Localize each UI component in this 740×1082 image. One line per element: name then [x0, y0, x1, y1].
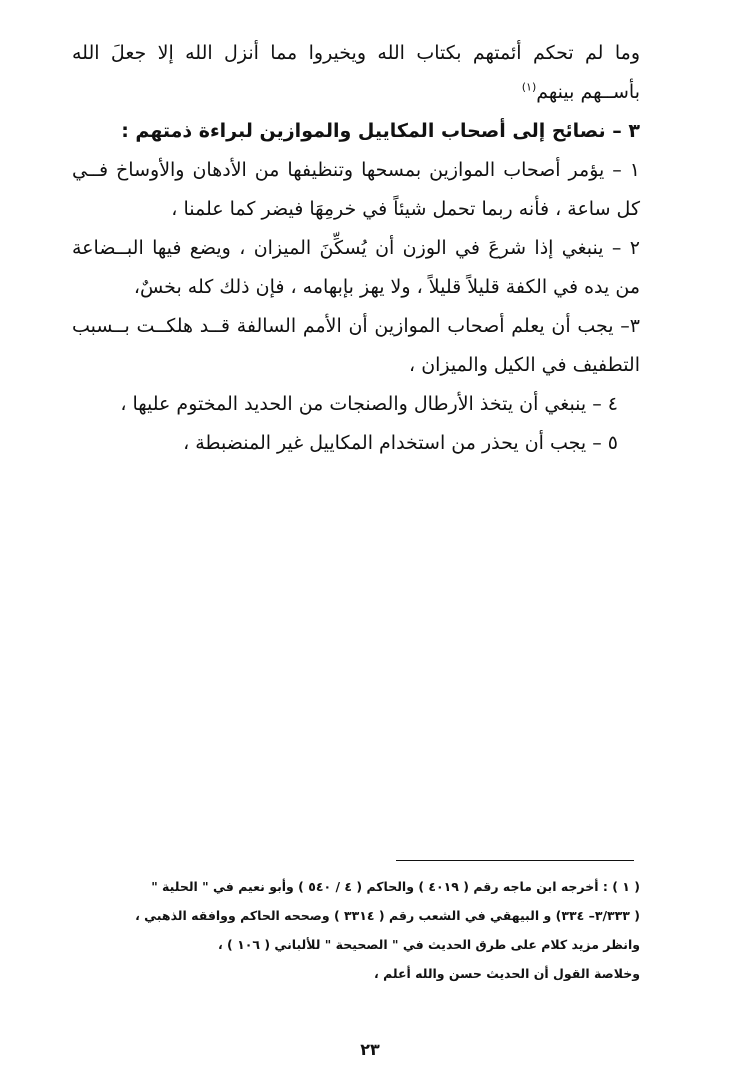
- intro-paragraph: [72, 34, 640, 112]
- advice-item-4: ٤ – ينبغي أن يتخذ الأرطال والصنجات من الحديد المختوم عليها ،: [120, 393, 618, 415]
- section-heading: ٣ – نصائح إلى أصحاب المكاييل والموازين لبراءة ذمتهم :: [121, 120, 640, 142]
- footnote-line-1: ( ١ ) : أخرجه ابن ماجه رقم ( ٤٠١٩ ) والحاكم ( ٤ / ٥٤٠ ) وأبو نعيم في " الحلية ": [151, 879, 640, 894]
- advice-item-2: ٢ – ينبغي إذا شرعَ في الوزن أن يُسكِّنَ الميزان ، ويضع فيها البــضاعة من يده في الكفة قليلاً قليلاً ، ولا يهز بإبهامه ، فإن ذلك كله بخسٌ،: [72, 237, 640, 298]
- advice-item-5: ٥ – يجب أن يحذر من استخدام المكاييل غير المنضبطة ،: [183, 432, 618, 454]
- footnote-separator: [396, 860, 634, 861]
- page-number: ٢٣: [360, 1040, 380, 1059]
- advice-item-1: ١ – يؤمر أصحاب الموازين بمسحها وتنظيفها من الأدهان والأوساخ فــي كل ساعة ، فأنه ربما تحمل شيئاً في خرمِهَا فيضر كما علمنا ،: [72, 159, 640, 220]
- footnote-line-4: وخلاصة القول أن الحديث حسن والله أعلم ،: [373, 966, 640, 981]
- main-text: [72, 34, 640, 463]
- footnote-line-2: ( ٣/٣٣٣– ٣٣٤) و البيهقي في الشعب رقم ( ٣٣١٤ ) وصححه الحاكم ووافقه الذهبي ،: [135, 908, 640, 923]
- advice-item-3: ٣– يجب أن يعلم أصحاب الموازين أن الأمم السالفة قــد هلكــت بــسبب التطفيف في الكيل والميزان ،: [72, 315, 640, 376]
- footnotes: [130, 872, 640, 988]
- footnote-reference: (١): [521, 80, 537, 94]
- intro-text: وما لم تحكم أئمتهم بكتاب الله ويخيروا مما أنزل الله إلا جعلَ الله بأســهم بينهم: [72, 42, 640, 103]
- footnote-line-3: وانظر مزيد كلام على طرق الحديث في " الصحيحة " للألباني ( ١٠٦ ) ،: [217, 937, 640, 952]
